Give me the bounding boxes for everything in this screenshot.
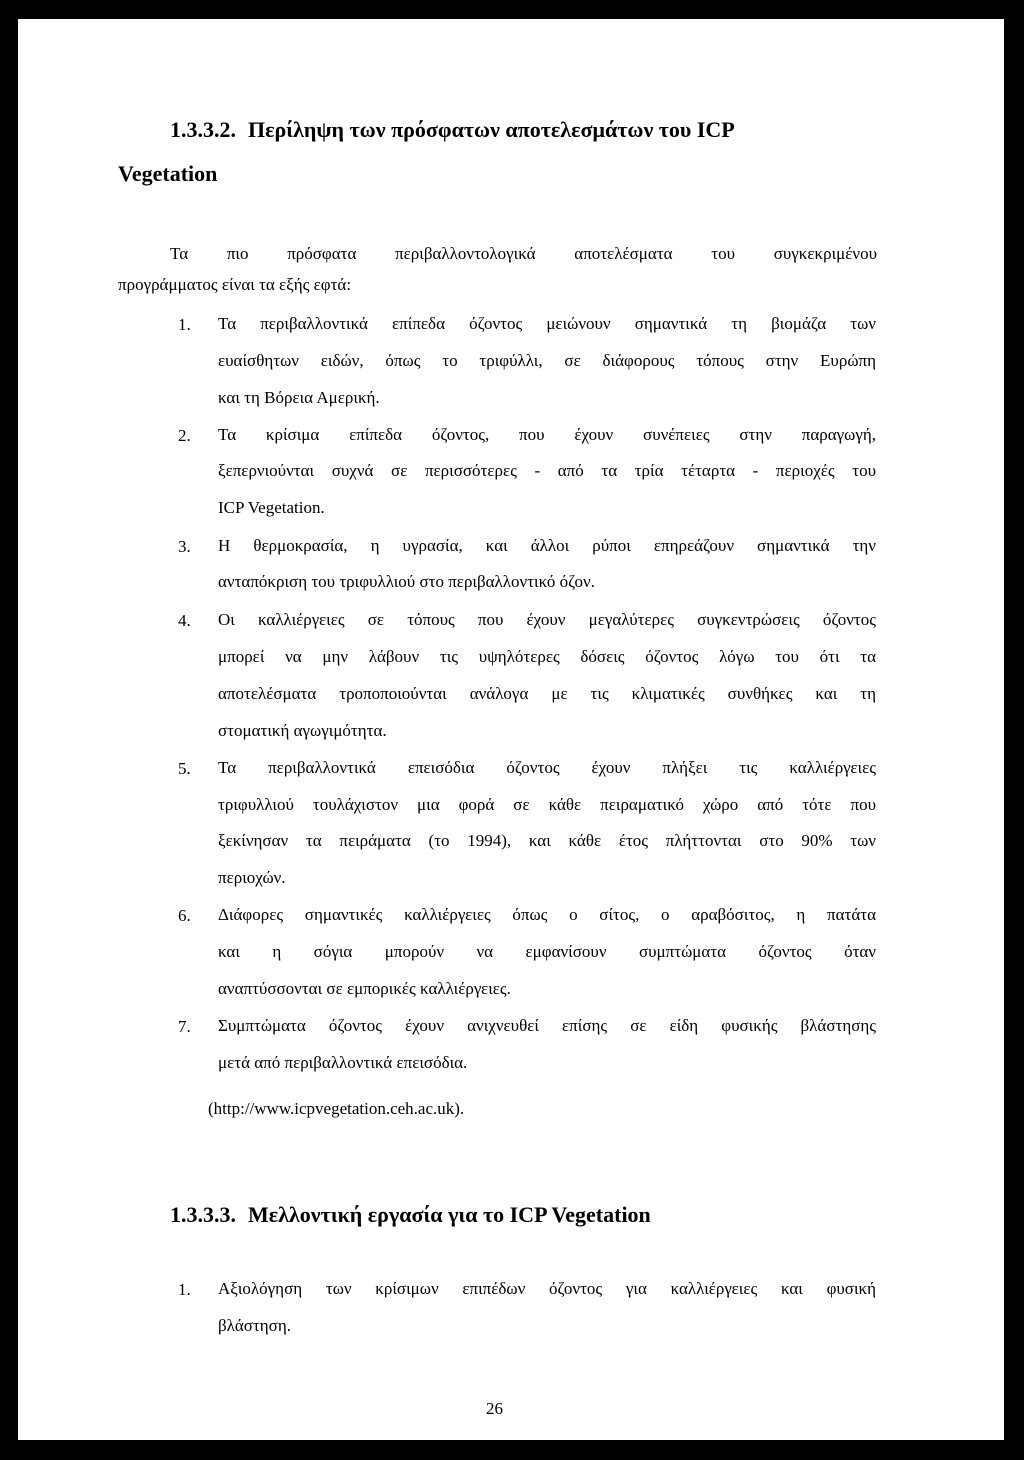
- list-item-line: μπορεί να μην λάβουν τις υψηλότερες δόσεις όζοντος λόγω του ότι τα: [218, 647, 876, 666]
- list-item-line: περιοχών.: [218, 868, 286, 887]
- list-item-line: και τη Βόρεια Αμερική.: [218, 388, 380, 407]
- list-item-line: ευαίσθητων ειδών, όπως το τριφύλλι, σε διάφορους τόπους στην Ευρώπη: [218, 351, 876, 370]
- list-item-line: ICP Vegetation.: [218, 498, 325, 517]
- section-title-continued: Vegetation: [118, 161, 218, 186]
- list-item-line: ανταπόκριση του τριφυλλιού στο περιβαλλοντικό όζον.: [218, 572, 595, 591]
- list-item-number: 7.: [178, 1017, 191, 1036]
- list-item-line: Τα περιβαλλοντικά επεισόδια όζοντος έχουν πλήξει τις καλλιέργειες: [218, 758, 876, 777]
- list-item-line: ξεπερνιούνται συχνά σε περισσότερες - από τα τρία τέταρτα - περιοχές του: [218, 461, 876, 480]
- intro-line-1: Τα πιο πρόσφατα περιβαλλοντολογικά αποτελέσματα του συγκεκριμένου: [170, 244, 877, 263]
- list-item-line: ξεκίνησαν τα πειράματα (το 1994), και κάθε έτος πλήττονται στο 90% των: [218, 831, 876, 850]
- list-item-number: 3.: [178, 537, 191, 556]
- list-item-line: τριφυλλιού τουλάχιστον μια φορά σε κάθε πειραματικό χώρο από τότε που: [218, 795, 876, 814]
- list-item-line: Η θερμοκρασία, η υγρασία, και άλλοι ρύποι επηρεάζουν σημαντικά την: [218, 536, 876, 555]
- list-item-number: 2.: [178, 426, 191, 445]
- list-item-line: Οι καλλιέργειες σε τόπους που έχουν μεγαλύτερες συγκεντρώσεις όζοντος: [218, 610, 876, 629]
- list-item-number: 5.: [178, 759, 191, 778]
- section-heading: [170, 119, 735, 141]
- future-section-title: Μελλοντική εργασία για το ICP Vegetation: [248, 1202, 651, 1227]
- list-item-number: 4.: [178, 611, 191, 630]
- future-work-heading: [170, 1204, 651, 1226]
- list-item-line: Συμπτώματα όζοντος έχουν ανιχνευθεί επίσης σε είδη φυσικής βλάστησης: [218, 1016, 876, 1035]
- intro-line-2: προγράμματος είναι τα εξής εφτά:: [118, 275, 352, 294]
- list-item-number: 6.: [178, 906, 191, 925]
- list-item-line: αναπτύσσονται σε εμπορικές καλλιέργειες.: [218, 979, 511, 998]
- page-number: 26: [486, 1399, 503, 1418]
- list-item-line: Τα κρίσιμα επίπεδα όζοντος, που έχουν συνέπειες στην παραγωγή,: [218, 425, 876, 444]
- list-item-number: 1.: [178, 1280, 191, 1299]
- section-number: 1.3.3.2.: [170, 117, 236, 142]
- list-item-line: στοματική αγωγιμότητα.: [218, 721, 387, 740]
- list-item-line: και η σόγια μπορούν να εμφανίσουν συμπτώματα όζοντος όταν: [218, 942, 876, 961]
- list-item-number: 1.: [178, 315, 191, 334]
- future-section-number: 1.3.3.3.: [170, 1202, 236, 1227]
- source-link[interactable]: (http://www.icpvegetation.ceh.ac.uk).: [208, 1099, 465, 1118]
- list-item-line: αποτελέσματα τροποποιούνται ανάλογα με τις κλιματικές συνθήκες και τη: [218, 684, 876, 703]
- list-item-line: βλάστηση.: [218, 1316, 291, 1335]
- section-title: Περίληψη των πρόσφατων αποτελεσμάτων του ICP: [248, 117, 735, 142]
- list-item-line: Αξιολόγηση των κρίσιμων επιπέδων όζοντος για καλλιέργειες και φυσική: [218, 1279, 876, 1298]
- list-item-line: Τα περιβαλλοντικά επίπεδα όζοντος μειώνουν σημαντικά τη βιομάζα των: [218, 314, 876, 333]
- list-item-line: μετά από περιβαλλοντικά επεισόδια.: [218, 1053, 468, 1072]
- list-item-line: Διάφορες σημαντικές καλλιέργειες όπως ο σίτος, ο αραβόσιτος, η πατάτα: [218, 905, 876, 924]
